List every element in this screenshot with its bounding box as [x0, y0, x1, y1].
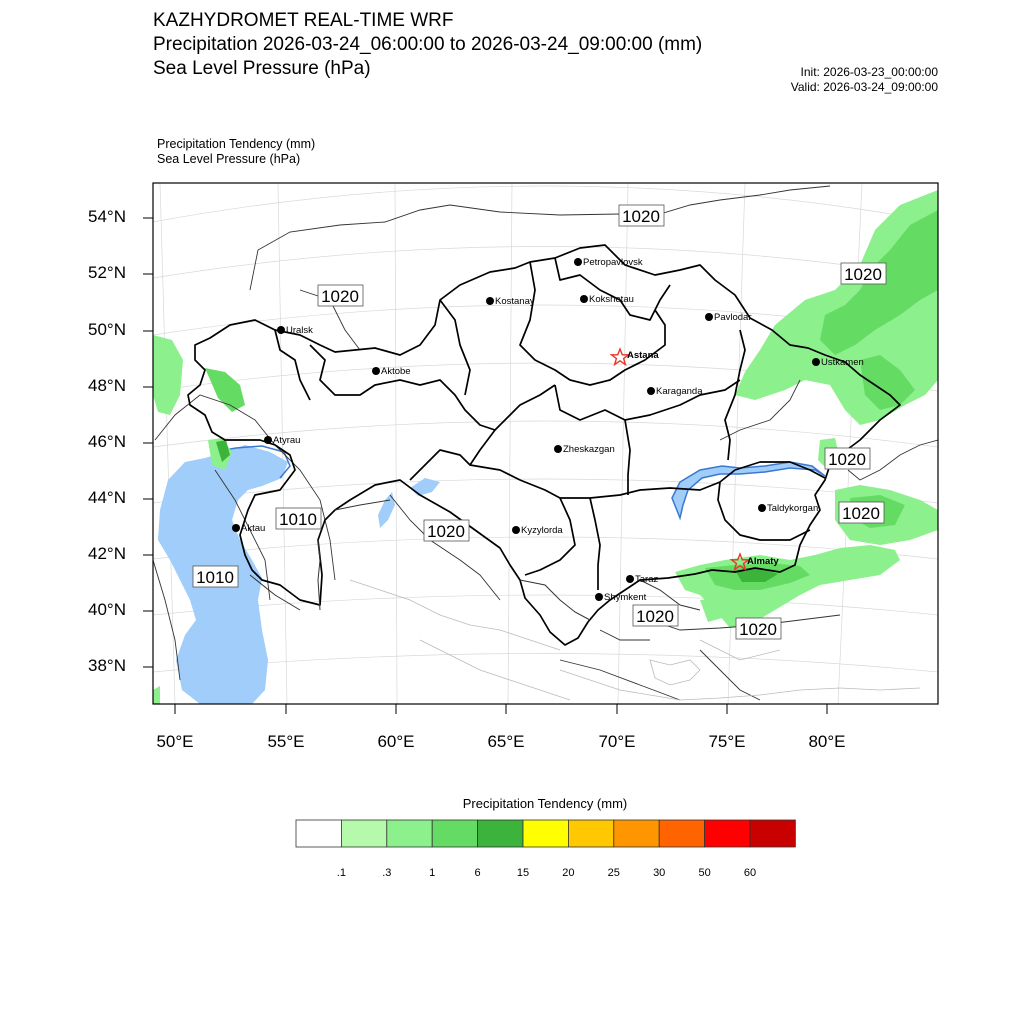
colorbar-tick-label: 50: [698, 867, 711, 879]
svg-text:Karaganda: Karaganda: [656, 386, 703, 397]
svg-text:1020: 1020: [828, 450, 866, 469]
svg-text:Kyzylorda: Kyzylorda: [521, 525, 563, 536]
colorbar-swatch: [432, 820, 477, 847]
colorbar-swatch: [387, 820, 432, 847]
svg-text:1020: 1020: [321, 287, 359, 306]
svg-text:Aktau: Aktau: [241, 523, 266, 534]
valid-time: Valid: 2026-03-24_09:00:00: [790, 80, 938, 94]
city-marker: [232, 523, 265, 534]
svg-text:Uralsk: Uralsk: [286, 325, 313, 336]
city-marker: [554, 444, 615, 455]
city-marker: [758, 503, 818, 514]
lon-label: 75°E: [708, 732, 746, 751]
colorbar-title: Precipitation Tendency (mm): [462, 796, 628, 811]
cities: [232, 257, 864, 603]
city-marker: [647, 386, 703, 397]
map-title: KAZHYDROMET REAL-TIME WRF: [153, 10, 454, 31]
lat-label: 50°N: [88, 320, 126, 339]
svg-text:Taldykorgan: Taldykorgan: [767, 503, 819, 514]
colorbar-swatch: [523, 820, 568, 847]
colorbar-swatch: [705, 820, 750, 847]
city-marker: [512, 525, 563, 536]
svg-text:Astana: Astana: [627, 350, 659, 361]
colorbar-swatch: [478, 820, 523, 847]
svg-text:Atyrau: Atyrau: [273, 435, 301, 446]
colorbar-tick-label: 60: [743, 867, 757, 879]
precip-southeast: [675, 545, 900, 628]
colorbar-tick-label: 25: [607, 867, 620, 879]
isobar-label: [424, 520, 469, 541]
city-marker: [574, 257, 643, 268]
map-pressure-title: Sea Level Pressure (hPa): [153, 58, 371, 79]
svg-text:Ustkamen: Ustkamen: [821, 357, 864, 368]
isobar-label: [193, 566, 238, 587]
colorbar-tick-label: .1: [336, 867, 346, 879]
svg-text:1020: 1020: [842, 504, 880, 523]
colorbar-tick-label: 6: [474, 867, 481, 879]
svg-text:Kostanay: Kostanay: [495, 296, 535, 307]
lon-label: 50°E: [156, 732, 194, 751]
colorbar-tick-label: 30: [653, 867, 666, 879]
legend-pressure-label: Sea Level Pressure (hPa): [157, 152, 301, 166]
colorbar-swatch: [659, 820, 704, 847]
lat-label: 38°N: [88, 656, 126, 675]
city-marker: [705, 312, 752, 323]
lon-label: 55°E: [267, 732, 305, 751]
lat-label: 40°N: [88, 600, 126, 619]
svg-text:1010: 1010: [279, 510, 317, 529]
map-precip-period: Precipitation 2026-03-24_06:00:00 to 2026-03-24_09:00:00 (mm): [153, 34, 703, 55]
city-marker: [595, 592, 647, 603]
colorbar-tick-label: 20: [562, 867, 575, 879]
lat-label: 54°N: [88, 207, 126, 226]
lon-label: 60°E: [377, 732, 415, 751]
city-marker: [264, 435, 300, 446]
colorbar-tick-label: 1: [429, 867, 436, 879]
lat-label: 44°N: [88, 488, 126, 507]
city-marker: [626, 574, 658, 585]
isobar-label: [839, 502, 884, 523]
init-time: Init: 2026-03-23_00:00:00: [800, 65, 938, 79]
colorbar-tick-label: .3: [382, 867, 392, 879]
city-marker: [277, 325, 313, 336]
svg-text:Pavlodar: Pavlodar: [714, 312, 752, 323]
lon-label: 65°E: [487, 732, 525, 751]
lat-label: 48°N: [88, 376, 126, 395]
lat-label: 52°N: [88, 263, 126, 282]
svg-text:1020: 1020: [427, 522, 465, 541]
isobar-label: [841, 263, 886, 284]
lat-label: 42°N: [88, 544, 126, 563]
svg-text:1020: 1020: [622, 207, 660, 226]
lat-label: 46°N: [88, 432, 126, 451]
svg-text:1010: 1010: [196, 568, 234, 587]
svg-text:1020: 1020: [636, 607, 674, 626]
svg-text:Almaty: Almaty: [747, 556, 779, 567]
colorbar-swatch: [750, 820, 795, 847]
colorbar-tick-label: 15: [516, 867, 530, 879]
svg-text:1020: 1020: [844, 265, 882, 284]
svg-text:1020: 1020: [739, 620, 777, 639]
lon-label: 70°E: [598, 732, 636, 751]
isobar-label: [276, 508, 321, 529]
svg-text:Shymkent: Shymkent: [604, 592, 647, 603]
capital-marker: [612, 349, 660, 365]
city-marker: [580, 294, 634, 305]
colorbar-swatch: [614, 820, 659, 847]
legend-precip-label: Precipitation Tendency (mm): [157, 137, 316, 151]
svg-text:Taraz: Taraz: [635, 574, 659, 585]
colorbar-swatch: [296, 820, 341, 847]
colorbar-swatch: [568, 820, 613, 847]
isobar-label: [633, 605, 678, 626]
isobar-label: [318, 285, 363, 306]
isobar-label: [825, 448, 870, 469]
svg-text:Kokshetau: Kokshetau: [589, 294, 634, 305]
svg-text:Zheskazgan: Zheskazgan: [563, 444, 615, 455]
isobar-label: [736, 618, 781, 639]
colorbar-swatch: [341, 820, 386, 847]
lon-label: 80°E: [808, 732, 846, 751]
colorbar: [296, 820, 795, 847]
svg-text:Aktobe: Aktobe: [381, 366, 411, 377]
svg-text:Petropavlovsk: Petropavlovsk: [583, 257, 643, 268]
isobar-label: [619, 205, 664, 226]
city-marker: [372, 366, 411, 377]
